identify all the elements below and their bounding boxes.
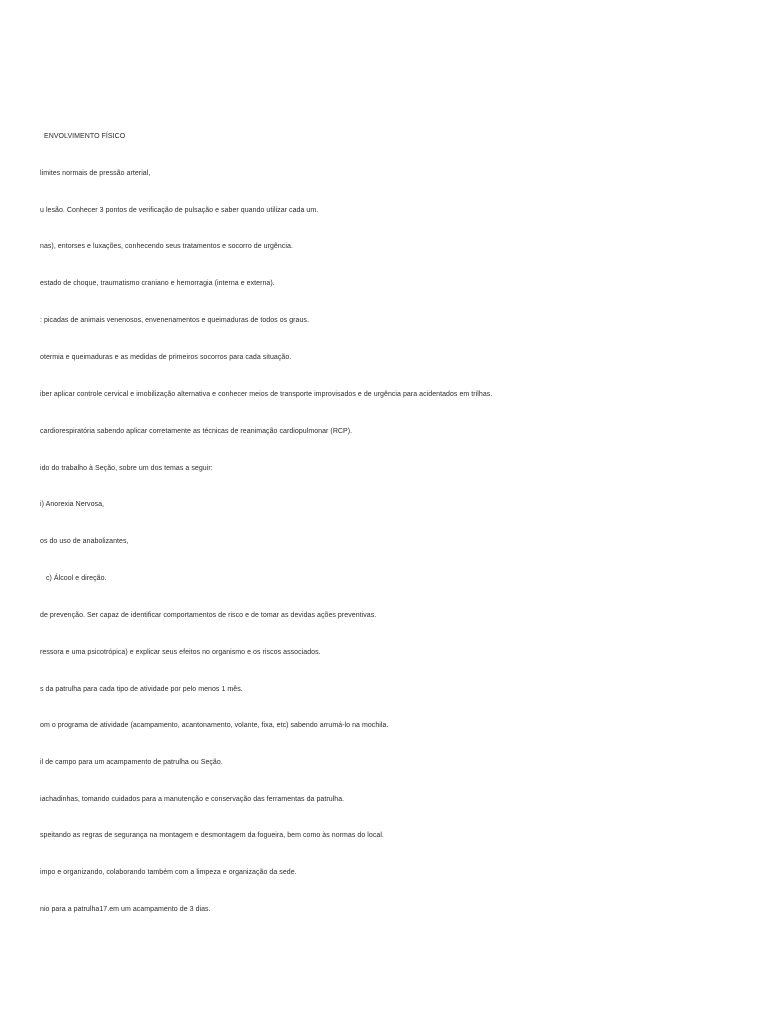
- document-line: iachadinhas, tomando cuidados para a manutenção e conservação das ferramentas da patrulha.: [40, 796, 345, 803]
- document-line: s da patrulha para cada tipo de atividade por pelo menos 1 mês.: [40, 686, 243, 693]
- document-line: iber aplicar controle cervical e imobilização alternativa e conhecer meios de transporte improvisados e de urgência para acidentados em trilhas.: [40, 391, 493, 398]
- document-line: nio para a patrulha17.em um acampamento de 3 dias.: [40, 906, 211, 913]
- document-line: os do uso de anabolizantes,: [40, 538, 129, 545]
- document-line: de prevenção. Ser capaz de identificar comportamentos de risco e de tomar as devidas ações preventivas.: [40, 612, 377, 619]
- document-line: i) Anorexia Nervosa,: [40, 501, 105, 508]
- document-line: nas), entorses e luxações, conhecendo seus tratamentos e socorro de urgência.: [40, 243, 293, 250]
- document-line: c) Álcool e direção.: [46, 575, 107, 582]
- document-line: om o programa de atividade (acampamento, acantonamento, volante, fixa, etc) sabendo arrumá-lo na mochila.: [40, 722, 389, 729]
- document-line: ido do trabalho à Seção, sobre um dos temas a seguir:: [40, 465, 213, 472]
- document-line: : picadas de animais venenosos, envenenamentos e queimaduras de todos os graus.: [40, 317, 309, 324]
- document-line: speitando as regras de segurança na montagem e desmontagem da fogueira, bem como às normas do local.: [40, 832, 384, 839]
- document-line: il de campo para um acampamento de patrulha ou Seção.: [40, 759, 223, 766]
- document-line: otermia e queimaduras e as medidas de primeiros socorros para cada situação.: [40, 354, 292, 361]
- section-title: ENVOLVIMENTO FÍSICO: [44, 133, 126, 140]
- document-line: estado de choque, traumatismo craniano e hemorragia (interna e externa).: [40, 280, 275, 287]
- document-line: limites normais de pressão arterial,: [40, 170, 151, 177]
- document-line: impo e organizando, colaborando também com a limpeza e organização da sede.: [40, 869, 297, 876]
- document-line: u lesão. Conhecer 3 pontos de verificação de pulsação e saber quando utilizar cada um.: [40, 207, 319, 214]
- document-line: cardiorespiratória sabendo aplicar corretamente as técnicas de reanimação cardiopulmonar (RCP).: [40, 428, 353, 435]
- document-line: ressora e uma psicotrópica) e explicar seus efeitos no organismo e os riscos associados.: [40, 649, 321, 656]
